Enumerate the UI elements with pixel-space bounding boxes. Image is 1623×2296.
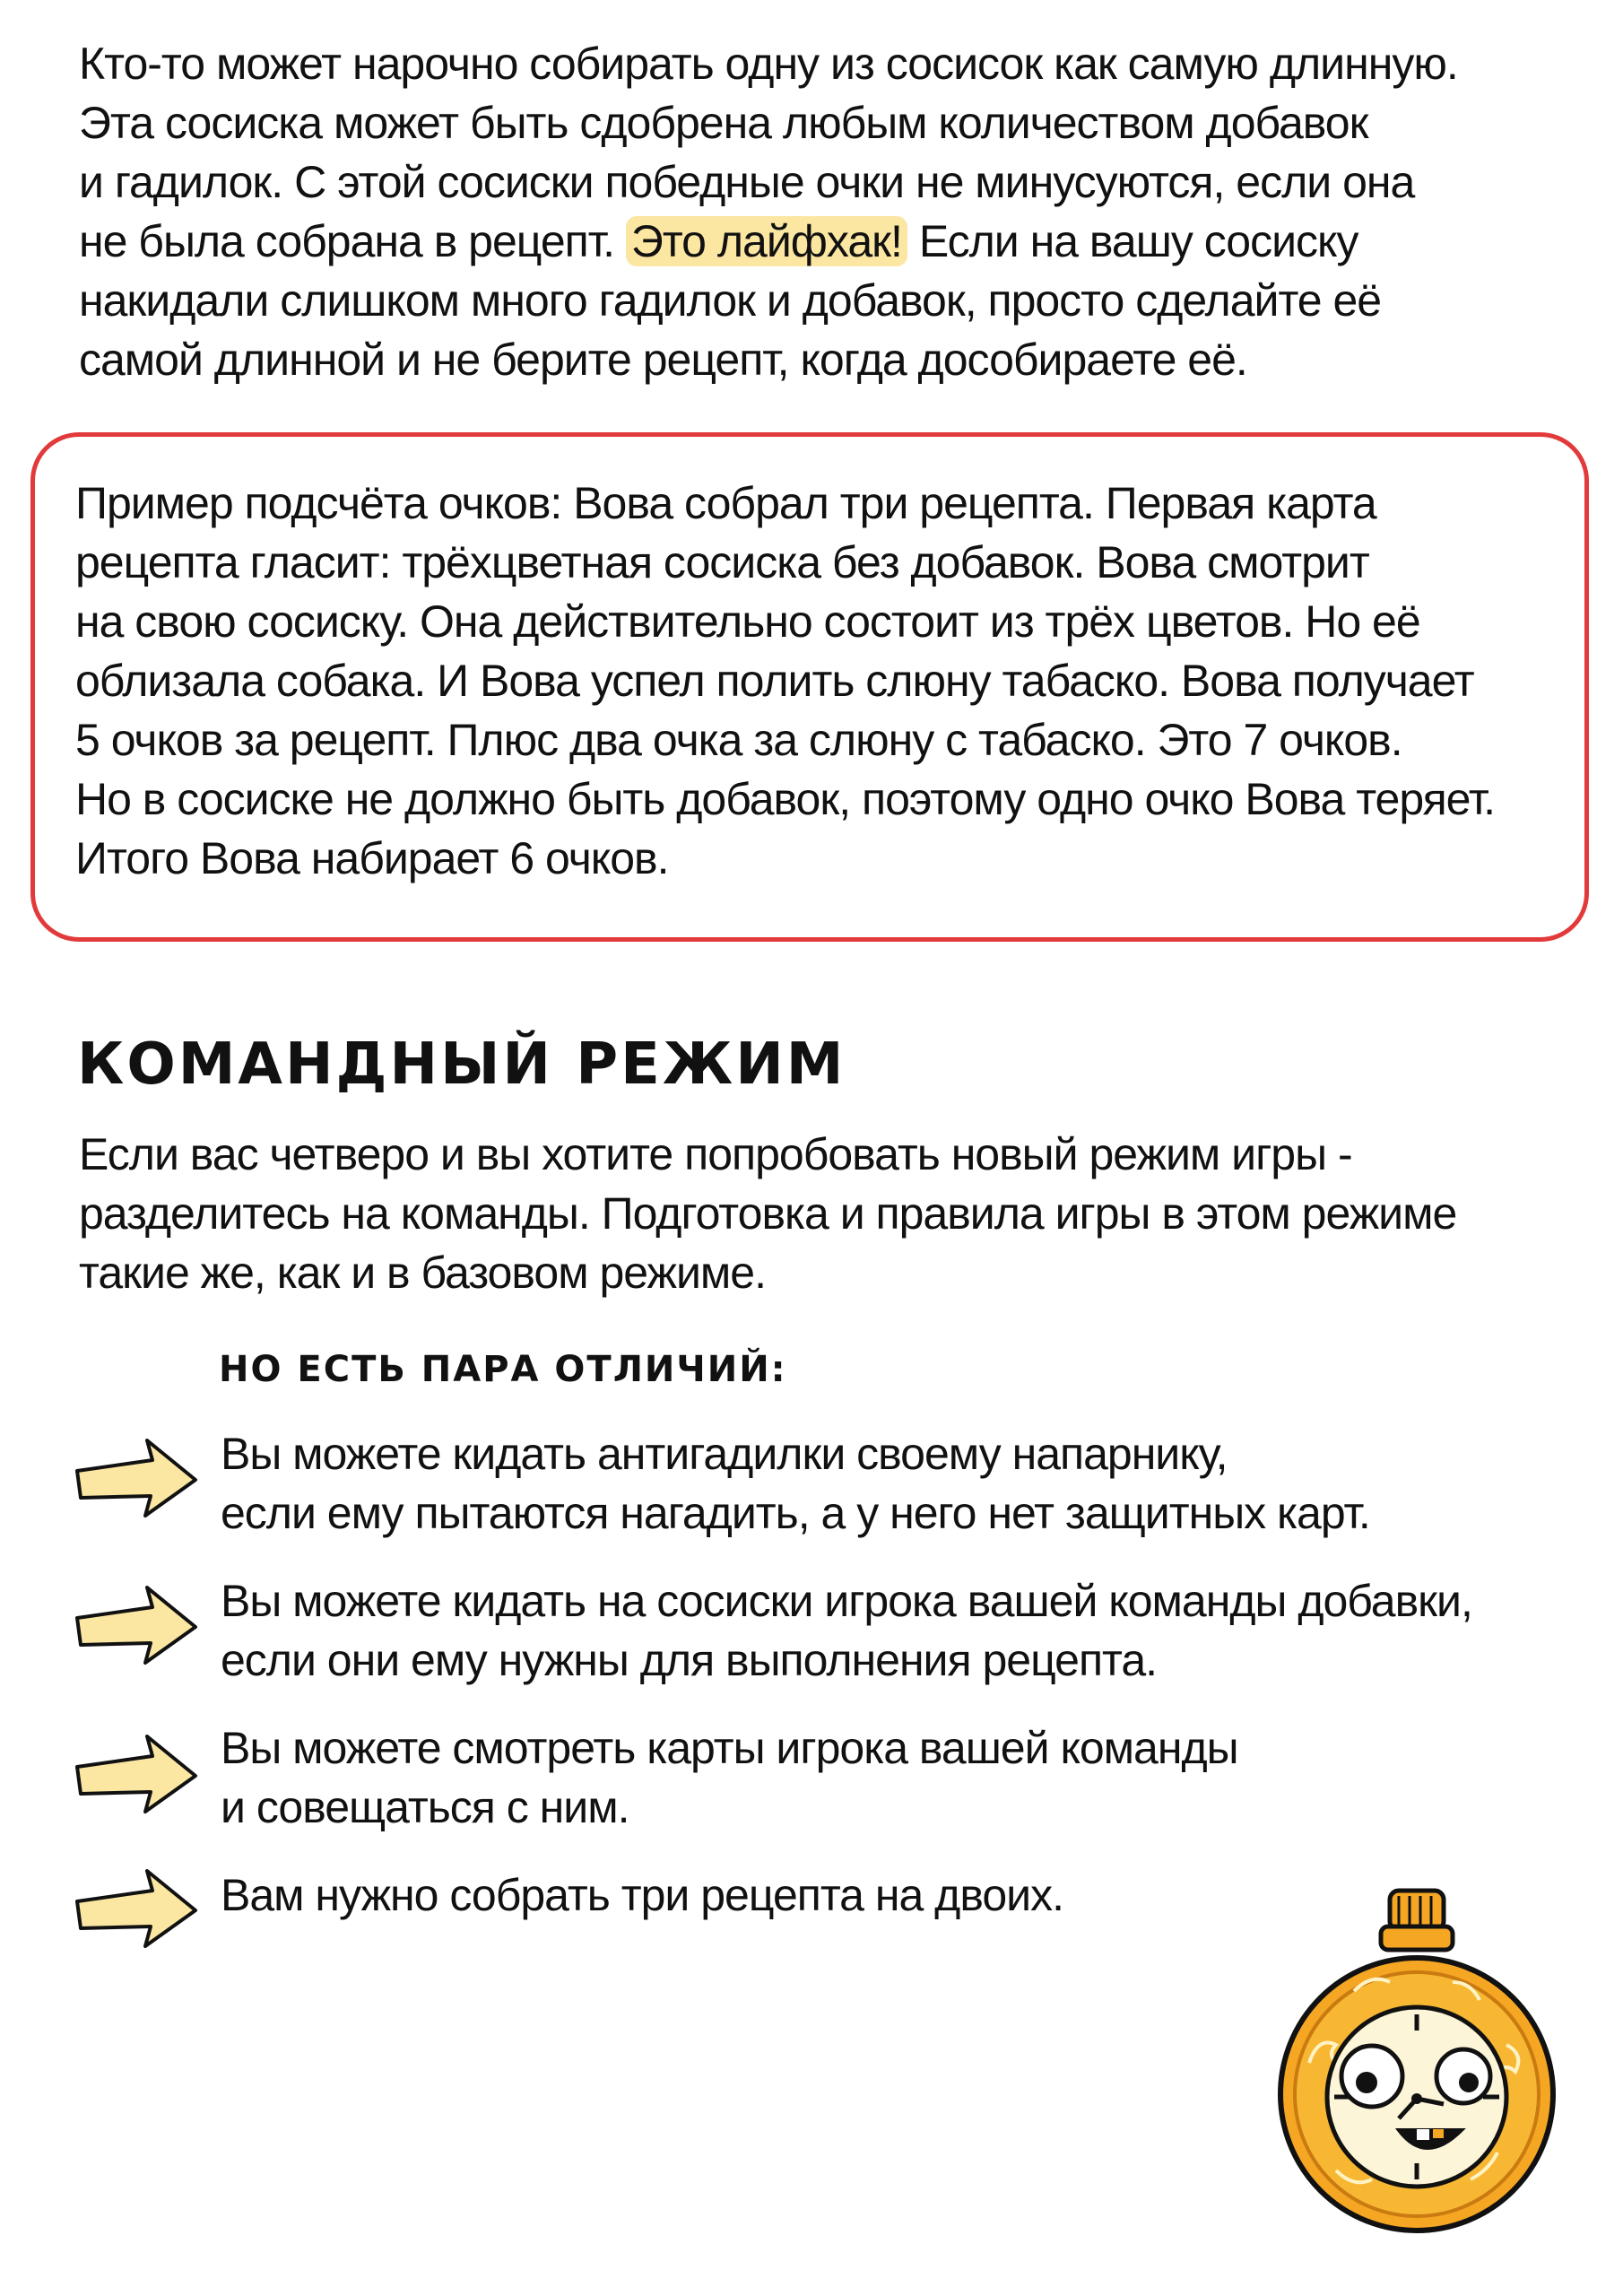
example-line: рецепта гласит: трёхцветная сосиска без добавок. Вова смотрит (75, 537, 1369, 587)
list-item-text (221, 1866, 1063, 1925)
intro-line: накидали слишком много гадилок и добавок, просто сделайте её (79, 275, 1382, 326)
list-item-line: Вам нужно собрать три рецепта на двоих. (221, 1870, 1063, 1920)
lifehack-highlight: Это лайфхак! (626, 216, 907, 266)
intro-paragraph (79, 34, 1603, 389)
example-line: Но в сосиске не должно быть добавок, поэтому одно очко Вова теряет. (75, 774, 1496, 824)
intro-line (79, 212, 1603, 271)
team-mode-line: Если вас четверо и вы хотите попробовать новый режим игры - (79, 1129, 1352, 1179)
example-line: облизала собака. И Вова успел полить слюну табаско. Вова получает (75, 656, 1474, 706)
list-item-text (221, 1571, 1472, 1690)
example-line: Итого Вова набирает 6 очков. (75, 833, 669, 883)
team-mode-line: такие же, как и в базовом режиме. (79, 1248, 766, 1298)
example-line: 5 очков за рецепт. Плюс два очка за слюну с табаско. Это 7 очков. (75, 715, 1402, 765)
pocket-watch-mascot (1273, 1883, 1560, 2242)
list-item-line: Вы можете кидать антигадилки своему напарнику, (221, 1429, 1228, 1479)
list-item-line: если ему пытаются нагадить, а у него нет защитных карт. (221, 1488, 1370, 1538)
intro-line: Кто-то может нарочно собирать одну из сосисок как самую длинную. (79, 39, 1458, 89)
list-item-line: и совещаться с ним. (221, 1782, 629, 1832)
list-item-line: если они ему нужны для выполнения рецепта. (221, 1635, 1158, 1685)
intro-line: самой длинной и не берите рецепт, когда дособираете её. (79, 335, 1247, 385)
list-item-line: Вы можете кидать на сосиски игрока вашей команды добавки, (221, 1576, 1472, 1626)
team-mode-paragraph (79, 1125, 1603, 1302)
example-line: Пример подсчёта очков: Вова собрал три рецепта. Первая карта (75, 478, 1376, 528)
arrow-right-icon (74, 1582, 199, 1668)
differences-subheading: НО ЕСТЬ ПАРА ОТЛИЧИЙ: (219, 1349, 787, 1390)
intro-line: Эта сосиска может быть сдобрена любым количеством добавок (79, 98, 1368, 148)
arrow-right-icon (74, 1731, 199, 1817)
list-item-text (221, 1718, 1238, 1837)
list-item-text (221, 1424, 1370, 1543)
list-item-line: Вы можете смотреть карты игрока вашей команды (221, 1723, 1238, 1773)
intro-line-start: не была собрана в рецепт. (79, 216, 626, 266)
section-heading: КОМАНДНЫЙ РЕЖИМ (77, 1031, 846, 1098)
intro-line: и гадилок. С этой сосиски победные очки не минусуются, если она (79, 157, 1415, 207)
example-line: на свою сосиску. Она действительно состоит из трёх цветов. Но её (75, 596, 1420, 647)
team-mode-line: разделитесь на команды. Подготовка и правила игры в этом режиме (79, 1188, 1457, 1239)
arrow-right-icon (74, 1435, 199, 1521)
arrow-right-icon (74, 1866, 199, 1952)
example-text (75, 474, 1600, 888)
intro-line-end: Если на вашу сосиску (907, 216, 1358, 266)
